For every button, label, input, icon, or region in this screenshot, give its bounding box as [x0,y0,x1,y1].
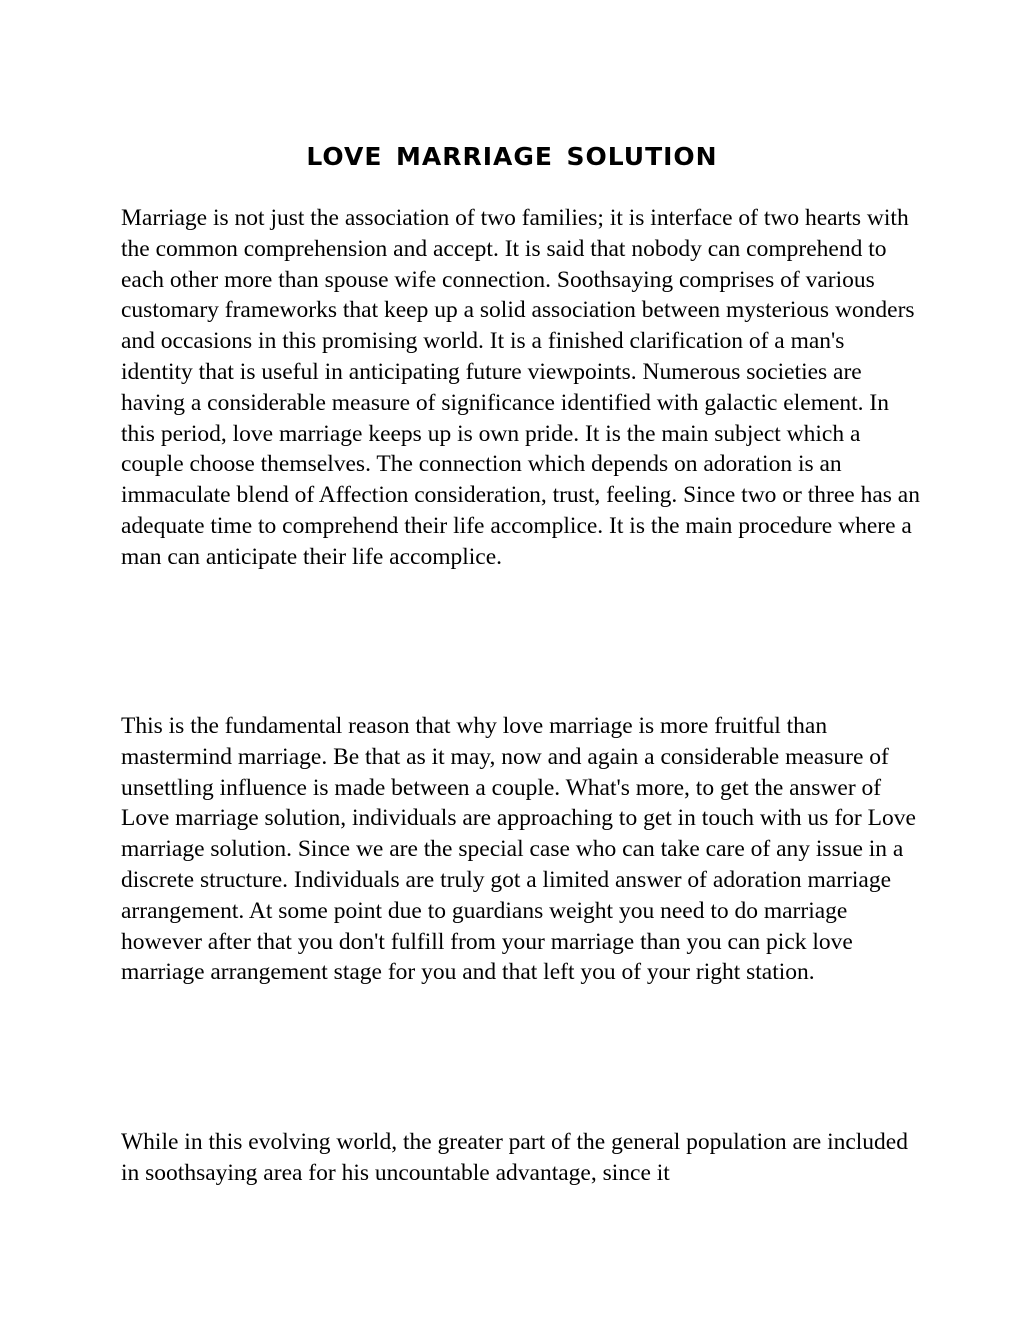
page-title: love marriage solution [306,133,718,174]
paragraph-3: While in this evolving world, the greater part of the general population are included in soothsaying area for his uncountable advantage, since it [121,1129,908,1186]
paragraph-2: This is the fundamental reason that why love marriage is more fruitful than mastermind marriage. Be that as it may, now and again a considerable measure of unsettling influence is made between a couple. What's more, to get the answer of Love marriage solution, individuals are approaching to get in touch with us for Love marriage solution. Since we are the special case who can take care of any issue in a discrete structure. Individuals are truly got a limited answer of adoration marriage arrangement. At some point due to guardians weight you need to do marriage however after that you don't fulfill from your marriage than you can pick love marriage arrangement stage for you and that left you of your right station. [121,713,916,986]
paragraph-1: Marriage is not just the association of two families; it is interface of two hearts with the common comprehension and accept. It is said that nobody can comprehend to each other more than spouse wife connection. Soothsaying comprises of various customary frameworks that keep up a solid association between mysterious wonders and occasions in this promising world. It is a finished clarification of a man's identity that is useful in anticipating future viewpoints. Numerous societies are having a considerable measure of significance identified with galactic element. In this period, love marriage keeps up is own pride. It is the main subject which a couple choose themselves. The connection which depends on adoration is an immaculate blend of Affection consideration, trust, feeling. Since two or three has an adequate time to comprehend their life accomplice. It is the main procedure where a man can anticipate their life accomplice. [121,205,920,570]
